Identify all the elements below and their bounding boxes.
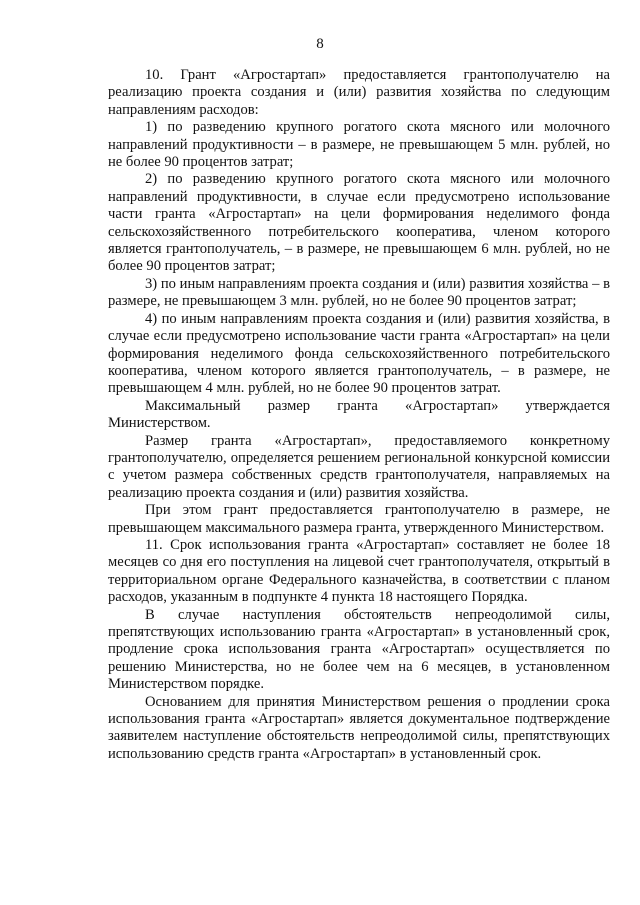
paragraph-grant-size: Размер гранта «Агростартап», предоставляемого конкретному грантополучателю, определяется решением региональной конкурсной комиссии с учетом размера собственных средств грантополучателя, направляемых на реализацию проекта создания и (или) развития хозяйства. <box>108 432 610 501</box>
paragraph-force-majeure: В случае наступления обстоятельств непреодолимой силы, препятствующих использованию гранта «Агростартап» в установленный срок, продление срока использования гранта «Агростартап» осуществляется по решению Министерства, но не более чем на 6 месяцев, в установленном Министерством порядке. <box>108 606 610 693</box>
paragraph-max-size: Максимальный размер гранта «Агростартап» утверждается Министерством. <box>108 397 610 432</box>
paragraph-item-1: 1) по разведению крупного рогатого скота мясного или молочного направлений продуктивности – в размере, не превышающем 5 млн. рублей, но не более 90 процентов затрат; <box>108 119 610 171</box>
paragraph-10-intro: 10. Грант «Агростартап» предоставляется грантополучателю на реализацию проекта создания и (или) развития хозяйства по следующим направлениям расходов: <box>108 67 610 118</box>
paragraph-item-4: 4) по иным направлениям проекта создания и (или) развития хозяйства, в случае если предусмотрено использование части гранта «Агростартап» на цели формирования неделимого фонда сельскохозяйственного потребительского кооператива, членом которого является грантополучатель, – в размере, не превышающем 4 млн. рублей, но не более 90 процентов затрат. <box>108 310 610 397</box>
paragraph-item-2: 2) по разведению крупного рогатого скота мясного или молочного направлений продуктивности, в случае если предусмотрено использование части гранта «Агростартап» на цели формирования неделимого фонда сельскохозяйственного потребительского кооператива, членом которого является грантополучатель, – в размере, не превышающем 6 млн. рублей, но не более 90 процентов затрат; <box>108 171 610 275</box>
paragraph-item-3: 3) по иным направлениям проекта создания и (или) развития хозяйства – в размере, не превышающем 3 млн. рублей, но не более 90 процентов затрат; <box>108 275 610 310</box>
paragraph-grant-limit: При этом грант предоставляется грантополучателю в размере, не превышающем максимального размера гранта, утвержденного Министерством. <box>108 502 610 536</box>
paragraph-extension-basis: Основанием для принятия Министерством решения о продлении срока использования гранта «Агростартап» является документальное подтверждение заявителем наступление обстоятельств непреодолимой силы, препятствующих использованию средств гранта «Агростартап» в установленный срок. <box>108 693 610 762</box>
paragraph-11-term: 11. Срок использования гранта «Агростартап» составляет не более 18 месяцев со дня его поступления на лицевой счет грантополучателя, открытый в территориальном органе Федерального казначейства, в соответствии с планом расходов, указанным в подпункте 4 пункта 18 настоящего Порядка. <box>108 536 610 606</box>
document-body <box>108 67 610 763</box>
page-number: 8 <box>316 36 324 52</box>
